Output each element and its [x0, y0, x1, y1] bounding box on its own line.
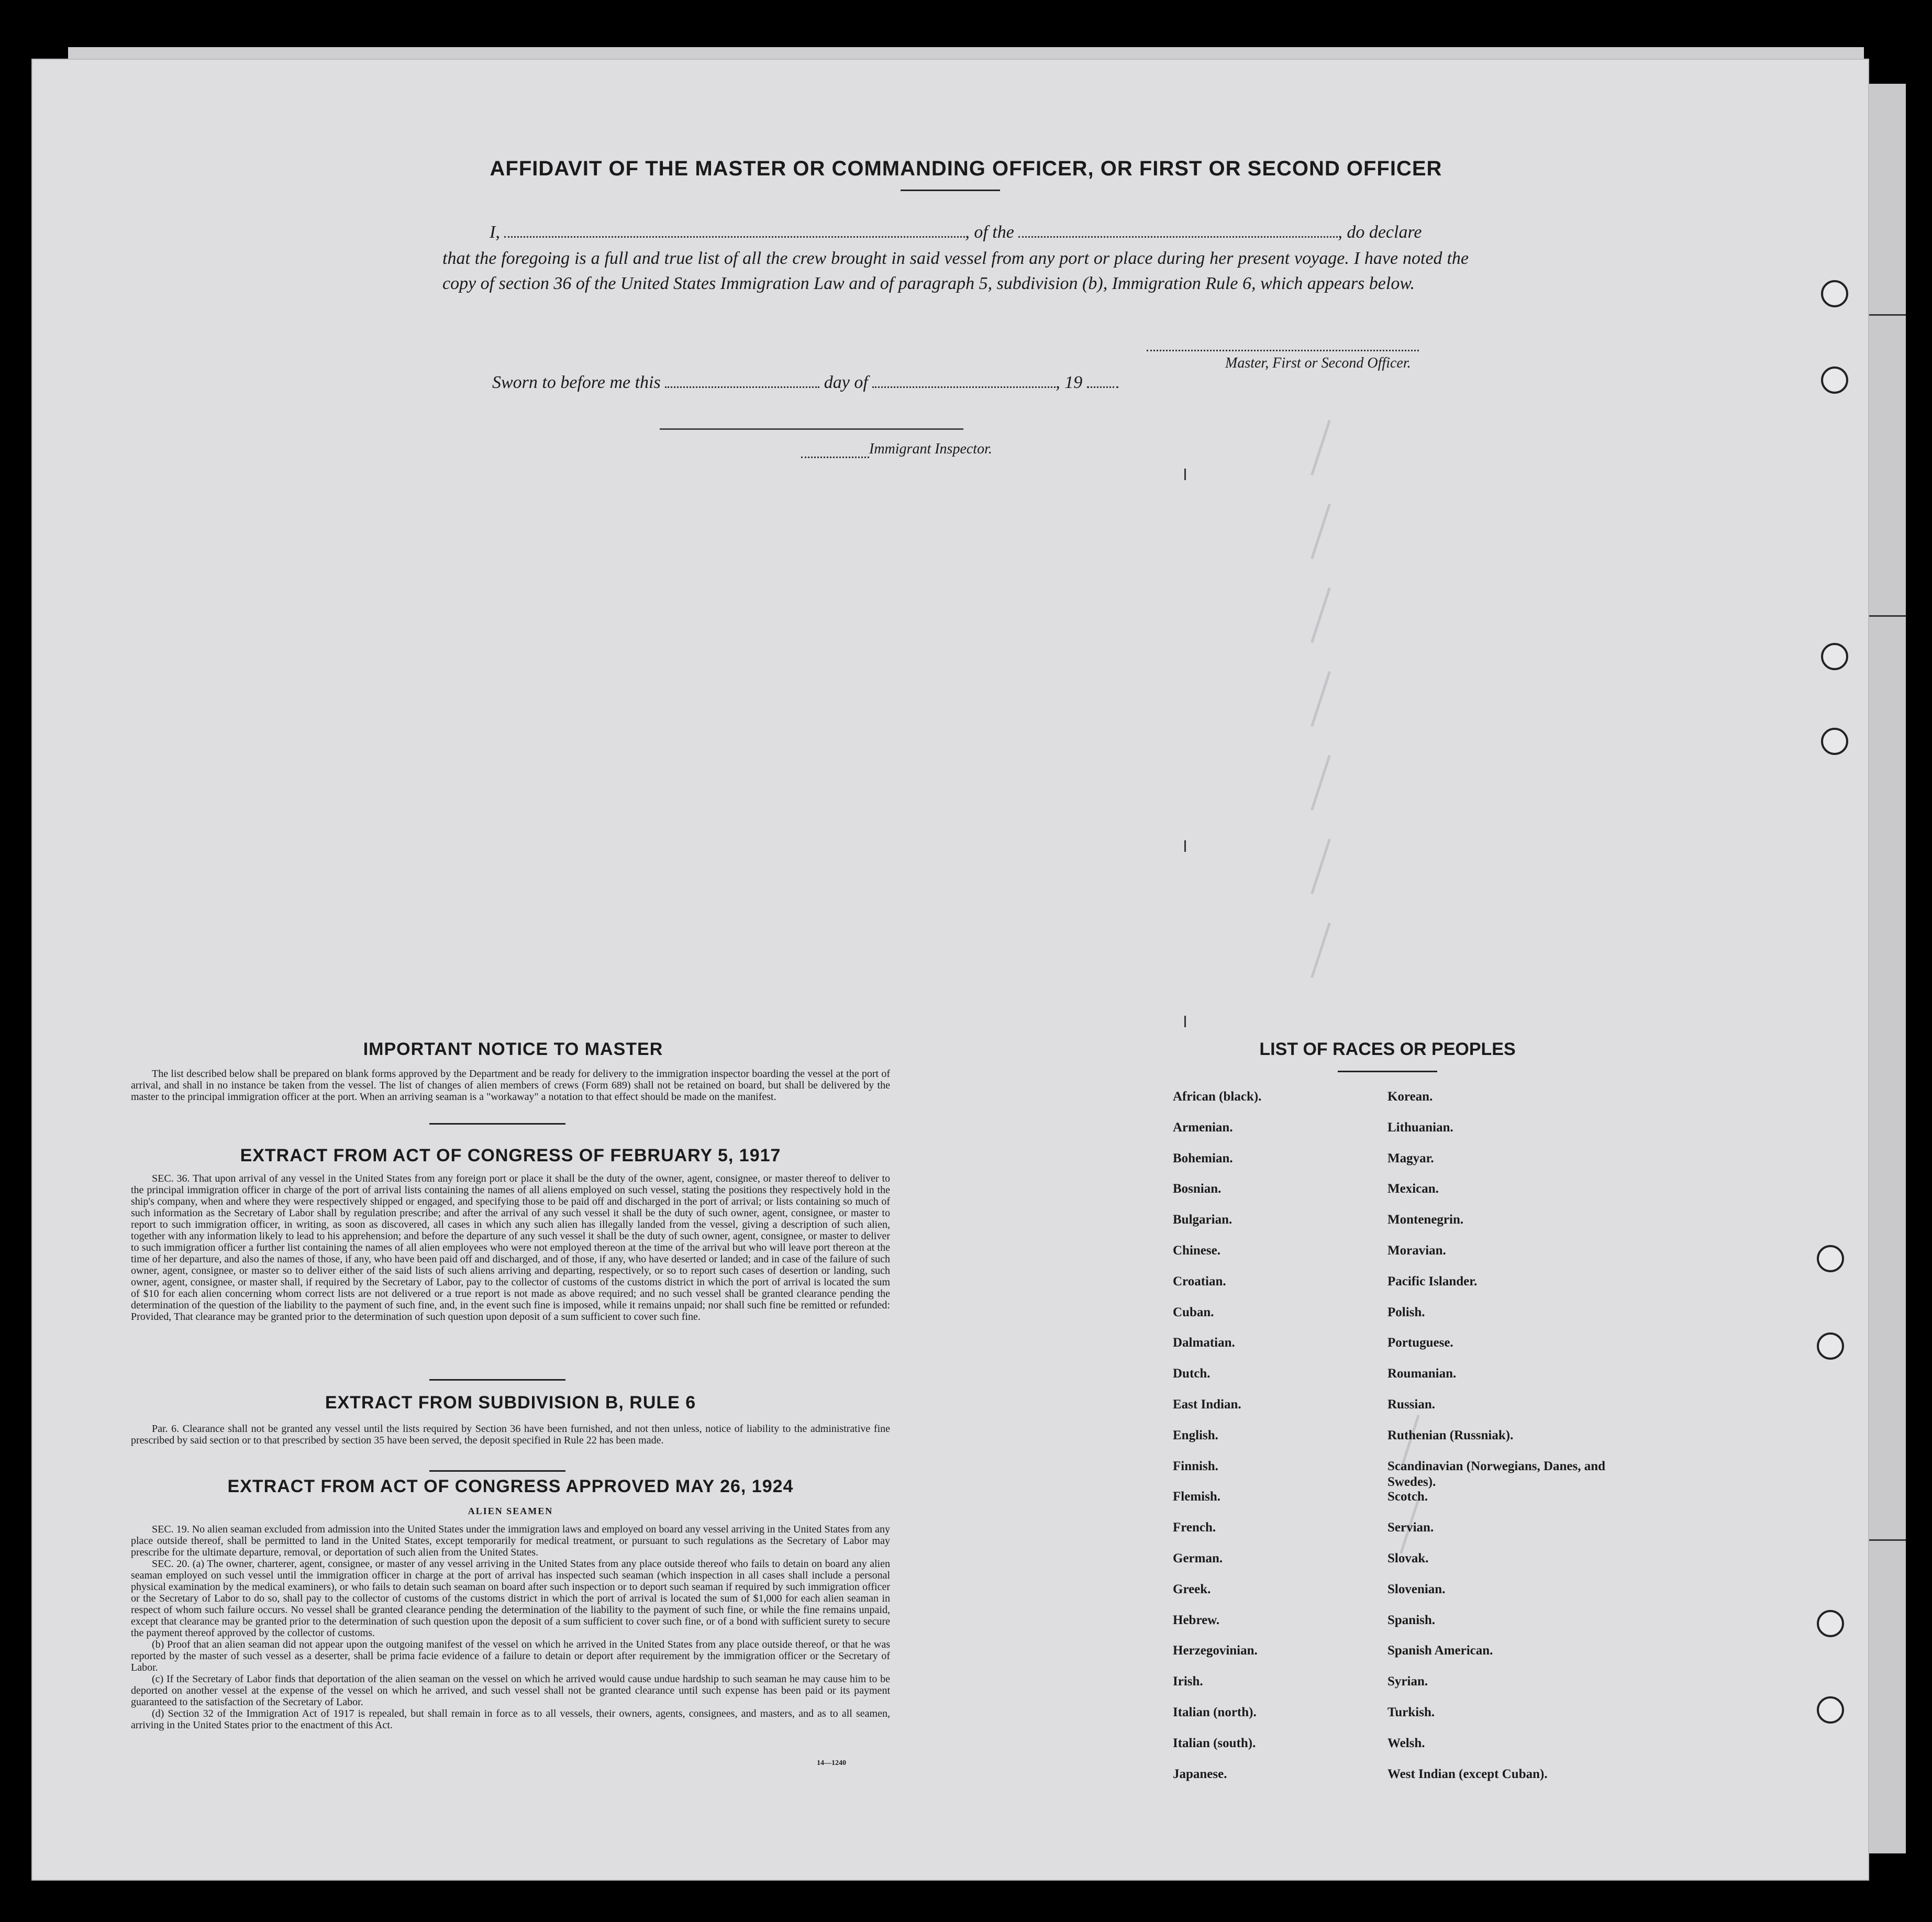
race-item: Italian (south).: [1173, 1736, 1256, 1750]
race-item: Servian.: [1387, 1520, 1434, 1535]
race-item: Chinese.: [1173, 1243, 1220, 1258]
race-item: Korean.: [1387, 1090, 1433, 1104]
section-rule: [429, 1123, 565, 1125]
signature-label: Master, First or Second Officer.: [1225, 355, 1411, 371]
race-item: French.: [1173, 1520, 1216, 1535]
inspector-dots: [801, 457, 869, 458]
sworn-prefix: Sworn to before me this: [492, 373, 661, 392]
section-rule: [429, 1470, 565, 1472]
race-item: Dalmatian.: [1173, 1336, 1235, 1350]
par6-paragraph: Par. 6. Clearance shall not be granted any vessel until the lists required by Section 36 have been furnished, and not then unless, notice of liability to the administrative fine prescribed by said section or to that prescribed by section 35 have been served, the deposit specified in Rule 22 has been made.: [131, 1423, 890, 1446]
extract-1917-heading: EXTRACT FROM ACT OF CONGRESS OF FEBRUARY 5, 1917: [240, 1146, 781, 1165]
punch-hole: [1821, 280, 1848, 307]
sec36-paragraph: SEC. 36. That upon arrival of any vessel in the United States from any foreign port or place it shall be the duty of the owner, agent, consignee, or master thereof to deliver to the principal immigration officer in charge of the port of arrival lists containing the names of all aliens employed on such vessel, stating the positions they respectively hold in the ship's company, when and where they were respectively shipped or engaged, and specifying those to be paid off and discharged in the port of arrival; or lists containing so much of such information as the Secretary of Labor shall by regulation prescribe; and after the arrival of any such vessel it shall be the duty of such owner, agent, consignee, or master to report to such immigration officer, in writing, as soon as discovered, all cases in which any such alien has illegally landed from the vessel, giving a description of such alien, together with any information likely to lead to his apprehension; and before the departure of any such vessel it shall be the duty of such owner, agent, consignee, or master to deliver to such immigration officer a further list containing the names of all alien employees who were not employed thereon at the time of the arrival but who will leave port thereon at the time of her departure, and also the names of those, if any, who have been paid off and discharged, and of those, if any, who have deserted or landed; and in case of the failure of such owner, agent, consignee, or master so to deliver either of the said lists of such aliens arriving and departing, respectively, or so to report such cases of desertion or landing, such owner, agent, consignee, or master shall, if required by the Secretary of Labor, pay to the collector of customs of the customs district in which the port of arrival is located the sum of $10 for each alien concerning whom correct lists are not delivered or a true report is not made as above required; and no such vessel shall be granted clearance pending the determination of the question of the liability to the payment of such fine, and, in the event such fine is imposed, while it remains unpaid; nor shall such fine be remitted or refunded: Provided, That clearance may be granted prior to the determination of such question upon deposit of a sum sufficient to cover such fine.: [131, 1173, 890, 1323]
race-item: Irish.: [1173, 1674, 1203, 1689]
sworn-line: [492, 373, 1118, 393]
race-item: African (black).: [1173, 1090, 1262, 1104]
extract-1917-text: [131, 1173, 890, 1323]
vessel-field[interactable]: [1018, 223, 1338, 238]
name-field[interactable]: [504, 223, 965, 238]
races-column-2: [1387, 1089, 1618, 1797]
sec20c-paragraph: (c) If the Secretary of Labor finds that deportation of the alien seaman on the vessel on which he arrived would cause undue hardship to such seaman he may cause him to be deported on another vessel at the expense of the vessel on which he arrived, and such vessel shall not be granted clearance until such expense has been paid or its payment guaranteed to the satisfaction of the Secretary of Labor.: [131, 1673, 890, 1708]
race-item: Spanish American.: [1387, 1643, 1493, 1658]
race-item: Herzegovinian.: [1173, 1643, 1258, 1658]
form-number: 14—1240: [817, 1759, 846, 1767]
extract-rule6-text: [131, 1423, 890, 1446]
sworn-year-label: , 19: [1056, 373, 1083, 392]
punch-hole: [1817, 1245, 1844, 1272]
race-item: Cuban.: [1173, 1305, 1214, 1319]
extract-1924-text: [131, 1524, 890, 1731]
race-item: Scandinavian (Norwegians, Danes, and Swedes).: [1387, 1459, 1606, 1489]
punch-hole: [1817, 1696, 1844, 1724]
notice-heading: IMPORTANT NOTICE TO MASTER: [363, 1039, 663, 1059]
tick-mark: [1184, 1016, 1186, 1027]
race-item: Italian (north).: [1173, 1705, 1257, 1719]
race-item: Ruthenian (Russniak).: [1387, 1428, 1514, 1442]
races-title-rule: [1338, 1071, 1437, 1072]
race-item: Bosnian.: [1173, 1182, 1222, 1196]
sworn-month-field[interactable]: [872, 373, 1056, 388]
race-item: Spanish.: [1387, 1613, 1436, 1627]
race-item: Welsh.: [1387, 1736, 1425, 1750]
race-item: Finnish.: [1173, 1459, 1218, 1473]
inspector-signature-line[interactable]: [660, 428, 963, 430]
race-item: English.: [1173, 1428, 1218, 1442]
affidavit-of-the: , of the: [965, 223, 1014, 242]
adjacent-page-edge: [1869, 84, 1906, 1853]
race-item: Pacific Islander.: [1387, 1274, 1478, 1288]
extract-rule6-heading: EXTRACT FROM SUBDIVISION B, RULE 6: [325, 1393, 696, 1413]
punch-hole: [1821, 643, 1848, 670]
race-item: Roumanian.: [1387, 1366, 1457, 1381]
sec20d-paragraph: (d) Section 32 of the Immigration Act of 1917 is repealed, but shall remain in force as to all vessels, their owners, agents, consignees, and masters, and as to all seamen, arriving in the United States prior to the enactment of this Act.: [131, 1708, 890, 1731]
sec19-paragraph: SEC. 19. No alien seaman excluded from admission into the United States under the immigration laws and employed on board any vessel arriving in the United States from any place outside thereof, shall be permitted to land in the United States, except temporarily for medical treatment, or pursuant to such regulations as the Secretary of Labor may prescribe for the ultimate departure, removal, or deportation of such alien from the United States.: [131, 1524, 890, 1558]
race-item: Bohemian.: [1173, 1151, 1233, 1165]
race-item: Portuguese.: [1387, 1336, 1453, 1350]
race-item: Bulgarian.: [1173, 1213, 1233, 1227]
race-item: German.: [1173, 1551, 1223, 1565]
inspector-label: Immigrant Inspector.: [869, 441, 992, 457]
race-item: Croatian.: [1173, 1274, 1226, 1288]
race-item: Armenian.: [1173, 1120, 1233, 1135]
race-item: Moravian.: [1387, 1243, 1446, 1258]
race-item: Montenegrin.: [1387, 1213, 1464, 1227]
race-item: Russian.: [1387, 1397, 1436, 1412]
tick-mark: [1184, 469, 1186, 480]
race-item: Flemish.: [1173, 1490, 1220, 1504]
title-rule: [901, 190, 1000, 191]
sworn-day-field[interactable]: [665, 373, 819, 388]
race-item: Polish.: [1387, 1305, 1425, 1319]
punch-hole: [1821, 366, 1848, 394]
race-item: Magyar.: [1387, 1151, 1434, 1165]
race-item: Dutch.: [1173, 1366, 1211, 1381]
sec20b-paragraph: (b) Proof that an alien seaman did not appear upon the outgoing manifest of the vessel on which he arrived in the United States from any place outside thereof, or that he was reported by the master of such vessel as a deserter, shall be prima facie evidence of a failure to detain or deport after requirement by the immigration officer or the Secretary of Labor.: [131, 1639, 890, 1673]
race-item: Turkish.: [1387, 1705, 1435, 1719]
race-item: East Indian.: [1173, 1397, 1241, 1412]
race-item: Syrian.: [1387, 1674, 1428, 1689]
sworn-day-label: day of: [824, 373, 868, 392]
tick-mark: [1184, 840, 1186, 852]
races-title: LIST OF RACES OR PEOPLES: [1259, 1039, 1516, 1059]
extract-1924-heading: EXTRACT FROM ACT OF CONGRESS APPROVED MAY 26, 1924: [227, 1476, 794, 1496]
affidavit-declaration: [442, 220, 1469, 245]
affidavit-declare: , do declare: [1338, 223, 1422, 242]
race-item: West Indian (except Cuban).: [1387, 1767, 1548, 1781]
race-item: Hebrew.: [1173, 1613, 1220, 1627]
punch-hole: [1821, 728, 1848, 755]
section-rule: [429, 1379, 565, 1381]
notice-text: [131, 1068, 890, 1103]
signature-line[interactable]: [1147, 350, 1419, 351]
race-item: Lithuanian.: [1387, 1120, 1453, 1135]
punch-hole: [1817, 1610, 1844, 1637]
affidavit-i: I,: [490, 223, 500, 242]
race-item: Scotch.: [1387, 1490, 1428, 1504]
alien-seamen-subheading: ALIEN SEAMEN: [468, 1506, 553, 1516]
race-item: Japanese.: [1173, 1767, 1227, 1781]
affidavit-title: AFFIDAVIT OF THE MASTER OR COMMANDING OFFICER, OR FIRST OR SECOND OFFICER: [490, 157, 1442, 180]
race-item: Greek.: [1173, 1582, 1211, 1596]
sworn-year-field[interactable]: [1087, 373, 1118, 388]
races-column-1: [1173, 1089, 1261, 1797]
sec20a-paragraph: SEC. 20. (a) The owner, charterer, agent, consignee, or master of any vessel arriving in the United States from any place outside thereof who fails to detain on board any alien seaman employed on such vessel until the immigration officer in charge at the port of arrival has inspected such seaman (which inspection in all cases shall include a personal physical examination by the medical examiners), or who fails to detain such seaman on board after such inspection or to deport such seaman if required by such immigration officer or the Secretary of Labor to do so, shall pay to the collector of customs of the customs district in which the port of arrival is located the sum of $1,000 for each alien seaman in respect of whom such failure occurs. No vessel shall be granted clearance pending the determination of the liability to the payment of such fine, or while the fine remains unpaid, except that clearance may be granted prior to the determination of such question upon the deposit of a sum sufficient to cover such fine, or of a bond with sufficient surety to secure the payment thereof approved by the collector of customs.: [131, 1558, 890, 1639]
race-item: Slovak.: [1387, 1551, 1429, 1565]
notice-paragraph: The list described below shall be prepared on blank forms approved by the Department and be ready for delivery to the immigration inspector boarding the vessel at the port of arrival, and shall in no instance be taken from the vessel. The list of changes of alien members of crews (Form 689) shall not be retained on board, but shall be delivered by the master to the principal immigration officer at the port. When an arriving seaman is a "workaway" a notation to that effect should be made on the manifest.: [131, 1068, 890, 1103]
race-item: Mexican.: [1387, 1182, 1439, 1196]
affidavit-body: that the foregoing is a full and true list of all the crew brought in said vessel from any port or place during her present voyage. I have noted the copy of section 36 of the United States Immigration Law and of paragraph 5, subdivision (b), Immigration Rule 6, which appears below.: [442, 249, 1469, 293]
race-item: Slovenian.: [1387, 1582, 1446, 1596]
punch-hole: [1817, 1332, 1844, 1360]
